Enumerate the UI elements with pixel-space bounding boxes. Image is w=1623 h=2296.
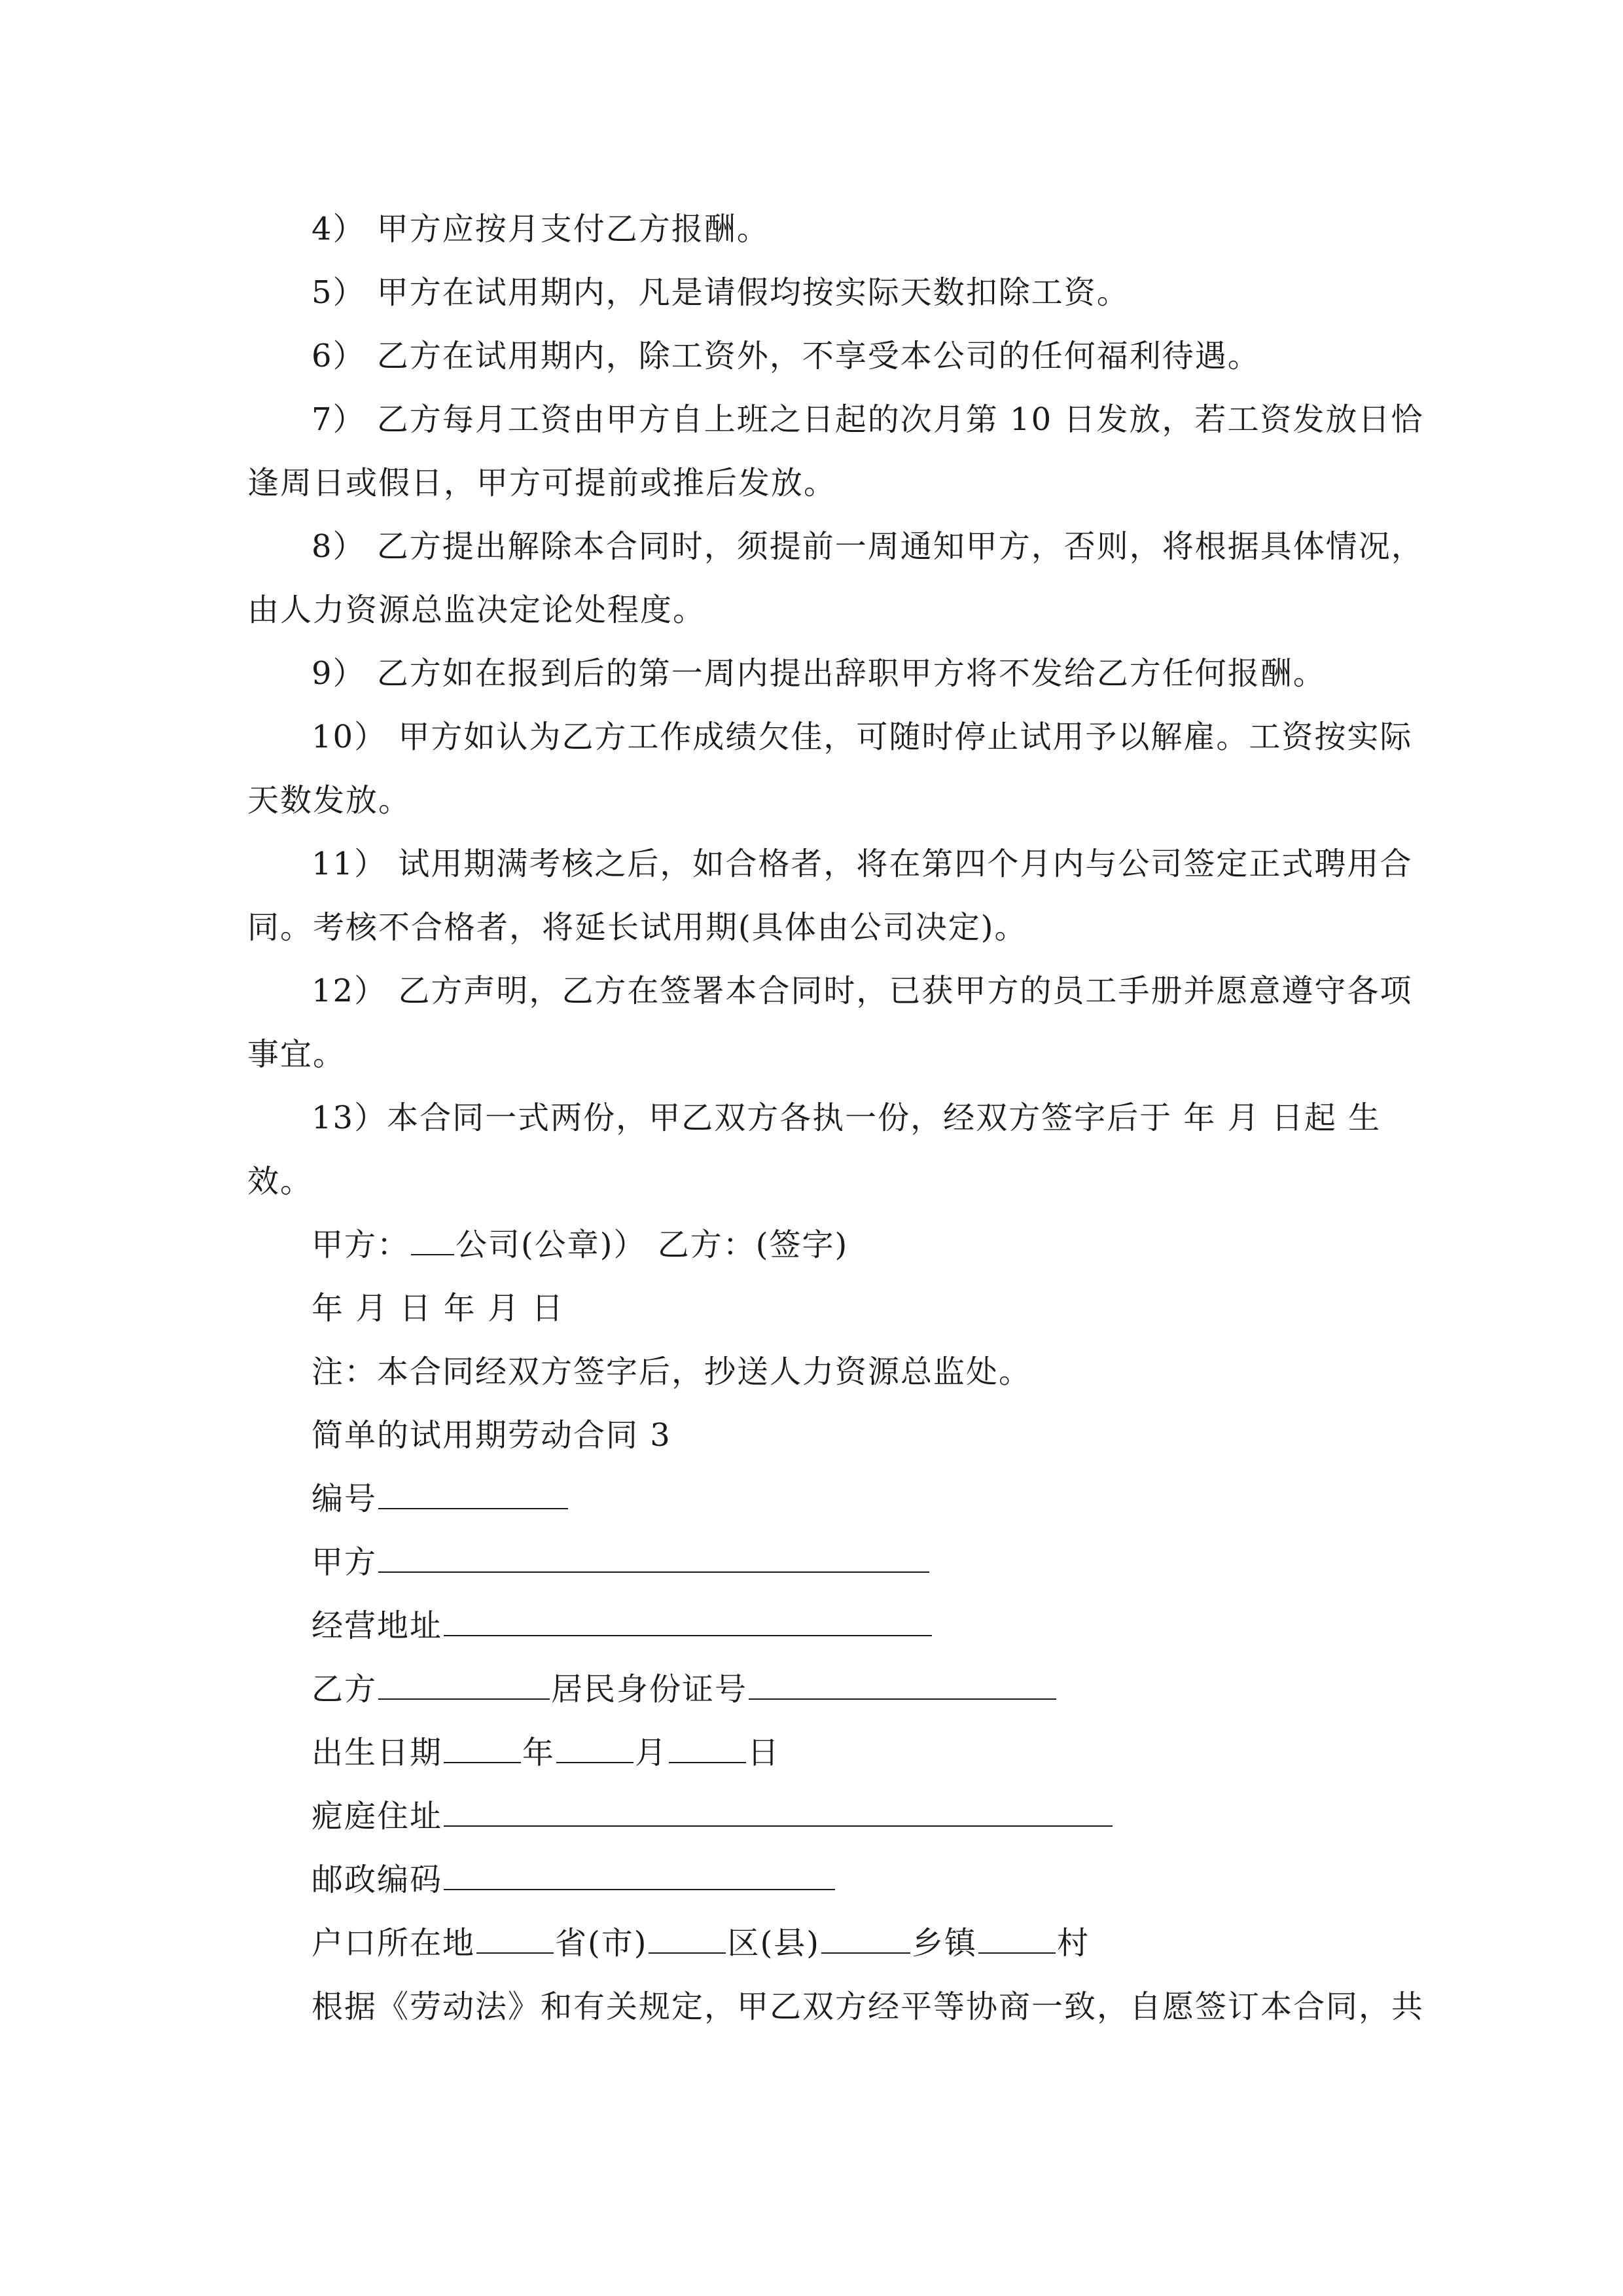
birth-row (312, 1733, 780, 1772)
company-blank (411, 1225, 454, 1255)
birth-label: 出生日期 (312, 1734, 443, 1771)
clause-6: 6） 乙方在试用期内，除工资外，不享受本公司的任何福利待遇。 (312, 338, 1260, 374)
clause-8-line-1: 8） 乙方提出解除本合同时，须提前一周通知甲方，否则，将根据具体情况， (312, 528, 1424, 565)
clause-9: 9） 乙方如在报到后的第一周内提出辞职甲方将不发给乙方任何报酬。 (312, 655, 1326, 692)
party-a-sign-label: 甲方： (312, 1227, 410, 1263)
district-blank (649, 1924, 726, 1954)
signature-line (312, 1225, 848, 1265)
contract-intro: 根据《劳动法》和有关规定，甲乙双方经平等协商一致，自愿签订本合同，共 (312, 1988, 1425, 2025)
party-a-label: 甲方 (312, 1544, 378, 1581)
birth-month-label: 月 (635, 1734, 668, 1771)
address-row (312, 1606, 933, 1645)
home-row (312, 1797, 1114, 1836)
party-a-company-text: 公司(公章)） 乙方：(签字) (455, 1227, 849, 1263)
postcode-row (312, 1860, 836, 1899)
hukou-row (312, 1924, 1090, 1963)
home-blank (444, 1797, 1113, 1827)
hukou-label: 户口所在地 (312, 1925, 476, 1962)
clause-8-line-2: 由人力资源总监决定论处程度。 (247, 592, 706, 628)
home-label: 痆庭住址 (312, 1798, 443, 1835)
party-a-row (312, 1543, 931, 1582)
clause-11-line-2: 同。考核不合格者，将延长试用期(具体由公司决定)。 (247, 909, 1027, 946)
number-blank (378, 1479, 568, 1509)
party-b-blank (378, 1670, 550, 1700)
town-blank (821, 1924, 910, 1954)
clause-10-line-1: 10） 甲方如认为乙方工作成绩欠佳，可随时停止试用予以解雇。工资按实际 (312, 719, 1413, 755)
contract-3-title: 简单的试用期劳动合同 3 (312, 1417, 671, 1454)
village-label: 村 (1056, 1925, 1090, 1962)
address-label: 经营地址 (312, 1607, 443, 1644)
address-blank (444, 1606, 932, 1636)
clause-7-line-1: 7） 乙方每月工资由甲方自上班之日起的次月第 10 日发放，若工资发放日恰 (312, 401, 1424, 438)
birth-year-blank (444, 1733, 521, 1763)
province-label: 省(市) (555, 1925, 648, 1962)
town-label: 乡镇 (911, 1925, 977, 1962)
postcode-label: 邮政编码 (312, 1861, 443, 1898)
clause-5: 5） 甲方在试用期内，凡是请假均按实际天数扣除工资。 (312, 274, 1130, 311)
village-blank (978, 1924, 1056, 1954)
birth-day-label: 日 (747, 1734, 781, 1771)
clause-13-line-2: 效。 (247, 1163, 313, 1200)
clause-13-line-1: 13）本合同一式两份，甲乙双方各执一份，经双方签字后于 年 月 日起 生 (312, 1100, 1382, 1136)
party-b-row (312, 1670, 1058, 1709)
district-label: 区(县) (727, 1925, 820, 1962)
number-label: 编号 (312, 1480, 378, 1517)
id-label: 居民身份证号 (551, 1671, 748, 1708)
birth-day-blank (669, 1733, 746, 1763)
clause-7-line-2: 逢周日或假日，甲方可提前或推后发放。 (247, 465, 837, 501)
clause-11-line-1: 11） 试用期满考核之后，如合格者，将在第四个月内与公司签定正式聘用合 (312, 846, 1413, 882)
signature-dates: 年 月 日 年 月 日 (312, 1290, 565, 1327)
postcode-blank (444, 1860, 835, 1890)
party-b-label: 乙方 (312, 1671, 378, 1708)
party-a-blank (378, 1543, 929, 1573)
birth-month-blank (556, 1733, 633, 1763)
number-row (312, 1479, 569, 1518)
province-blank (476, 1924, 554, 1954)
clause-12-line-2: 事宜。 (247, 1036, 346, 1073)
id-blank (749, 1670, 1056, 1700)
birth-year-label: 年 (522, 1734, 556, 1771)
signature-note: 注：本合同经双方签字后，抄送人力资源总监处。 (312, 1354, 1032, 1390)
clause-4: 4） 甲方应按月支付乙方报酬。 (312, 211, 770, 247)
clause-10-line-2: 天数发放。 (247, 782, 412, 819)
clause-12-line-1: 12） 乙方声明，乙方在签署本合同时，已获甲方的员工手册并愿意遵守各项 (312, 973, 1413, 1009)
